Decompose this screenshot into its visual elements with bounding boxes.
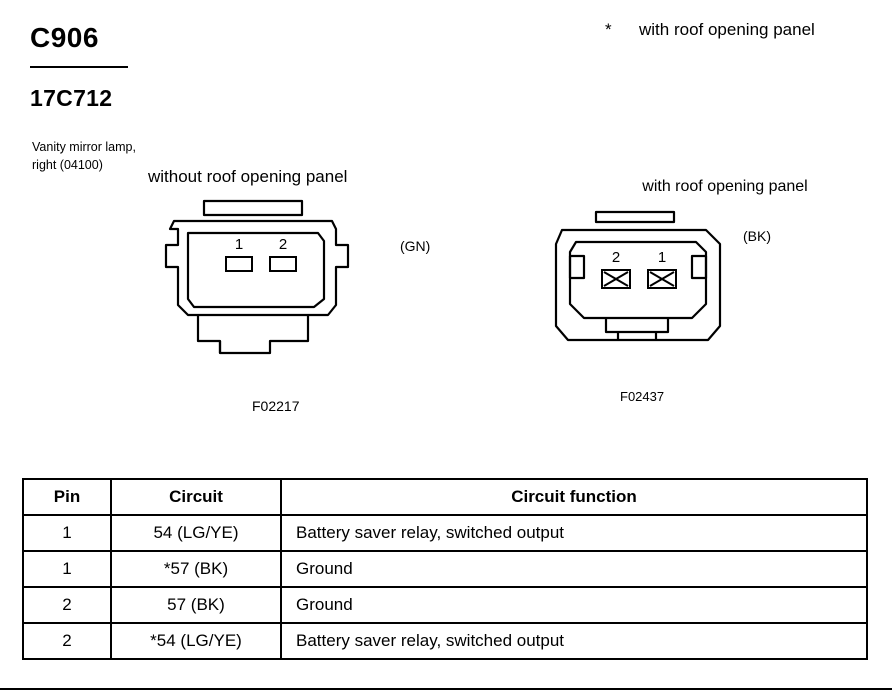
connector-drawing-without-roof — [160, 195, 410, 390]
svg-text:2: 2 — [278, 236, 288, 253]
cell-function: Battery saver relay, switched output — [281, 515, 867, 551]
cell-circuit: *54 (LG/YE) — [111, 623, 281, 659]
table-row — [23, 515, 867, 551]
cell-function: Ground — [281, 551, 867, 587]
svg-text:1: 1 — [657, 249, 667, 266]
table-row — [23, 623, 867, 659]
column-header-circuit: Circuit — [111, 479, 281, 515]
column-header-pin: Pin — [23, 479, 111, 515]
figure-id-left: F02217 — [252, 398, 300, 414]
svg-text:1: 1 — [234, 236, 244, 253]
diagram-caption-without-roof: without roof opening panel — [148, 167, 348, 186]
part-number: 17C712 — [30, 85, 113, 111]
connector-drawing-with-roof — [540, 200, 760, 385]
connector-color-left: (GN) — [400, 238, 431, 254]
table-header-row — [23, 479, 867, 515]
cell-circuit: 57 (BK) — [111, 587, 281, 623]
footnote — [605, 20, 815, 40]
column-header-circuit-function: Circuit function — [281, 479, 867, 515]
table-row — [23, 551, 867, 587]
pin-table — [22, 478, 868, 660]
cell-pin: 2 — [23, 623, 111, 659]
cell-circuit: *57 (BK) — [111, 551, 281, 587]
figure-id-right: F02437 — [620, 389, 665, 404]
cell-circuit: 54 (LG/YE) — [111, 515, 281, 551]
diagram-caption-with-roof: with roof opening panel — [642, 178, 808, 195]
cell-function: Battery saver relay, switched output — [281, 623, 867, 659]
footnote-marker: * — [605, 20, 612, 39]
cell-pin: 2 — [23, 587, 111, 623]
cell-pin: 1 — [23, 551, 111, 587]
table-row — [23, 587, 867, 623]
component-description: Vanity mirror lamp, right (04100) — [32, 140, 136, 172]
footnote-text: with roof opening panel — [639, 20, 815, 39]
connector-code: C906 — [30, 22, 99, 53]
cell-function: Ground — [281, 587, 867, 623]
connector-code-underline — [30, 66, 128, 68]
svg-text:2: 2 — [611, 249, 621, 266]
connector-color-right: (BK) — [743, 228, 771, 244]
cell-pin: 1 — [23, 515, 111, 551]
